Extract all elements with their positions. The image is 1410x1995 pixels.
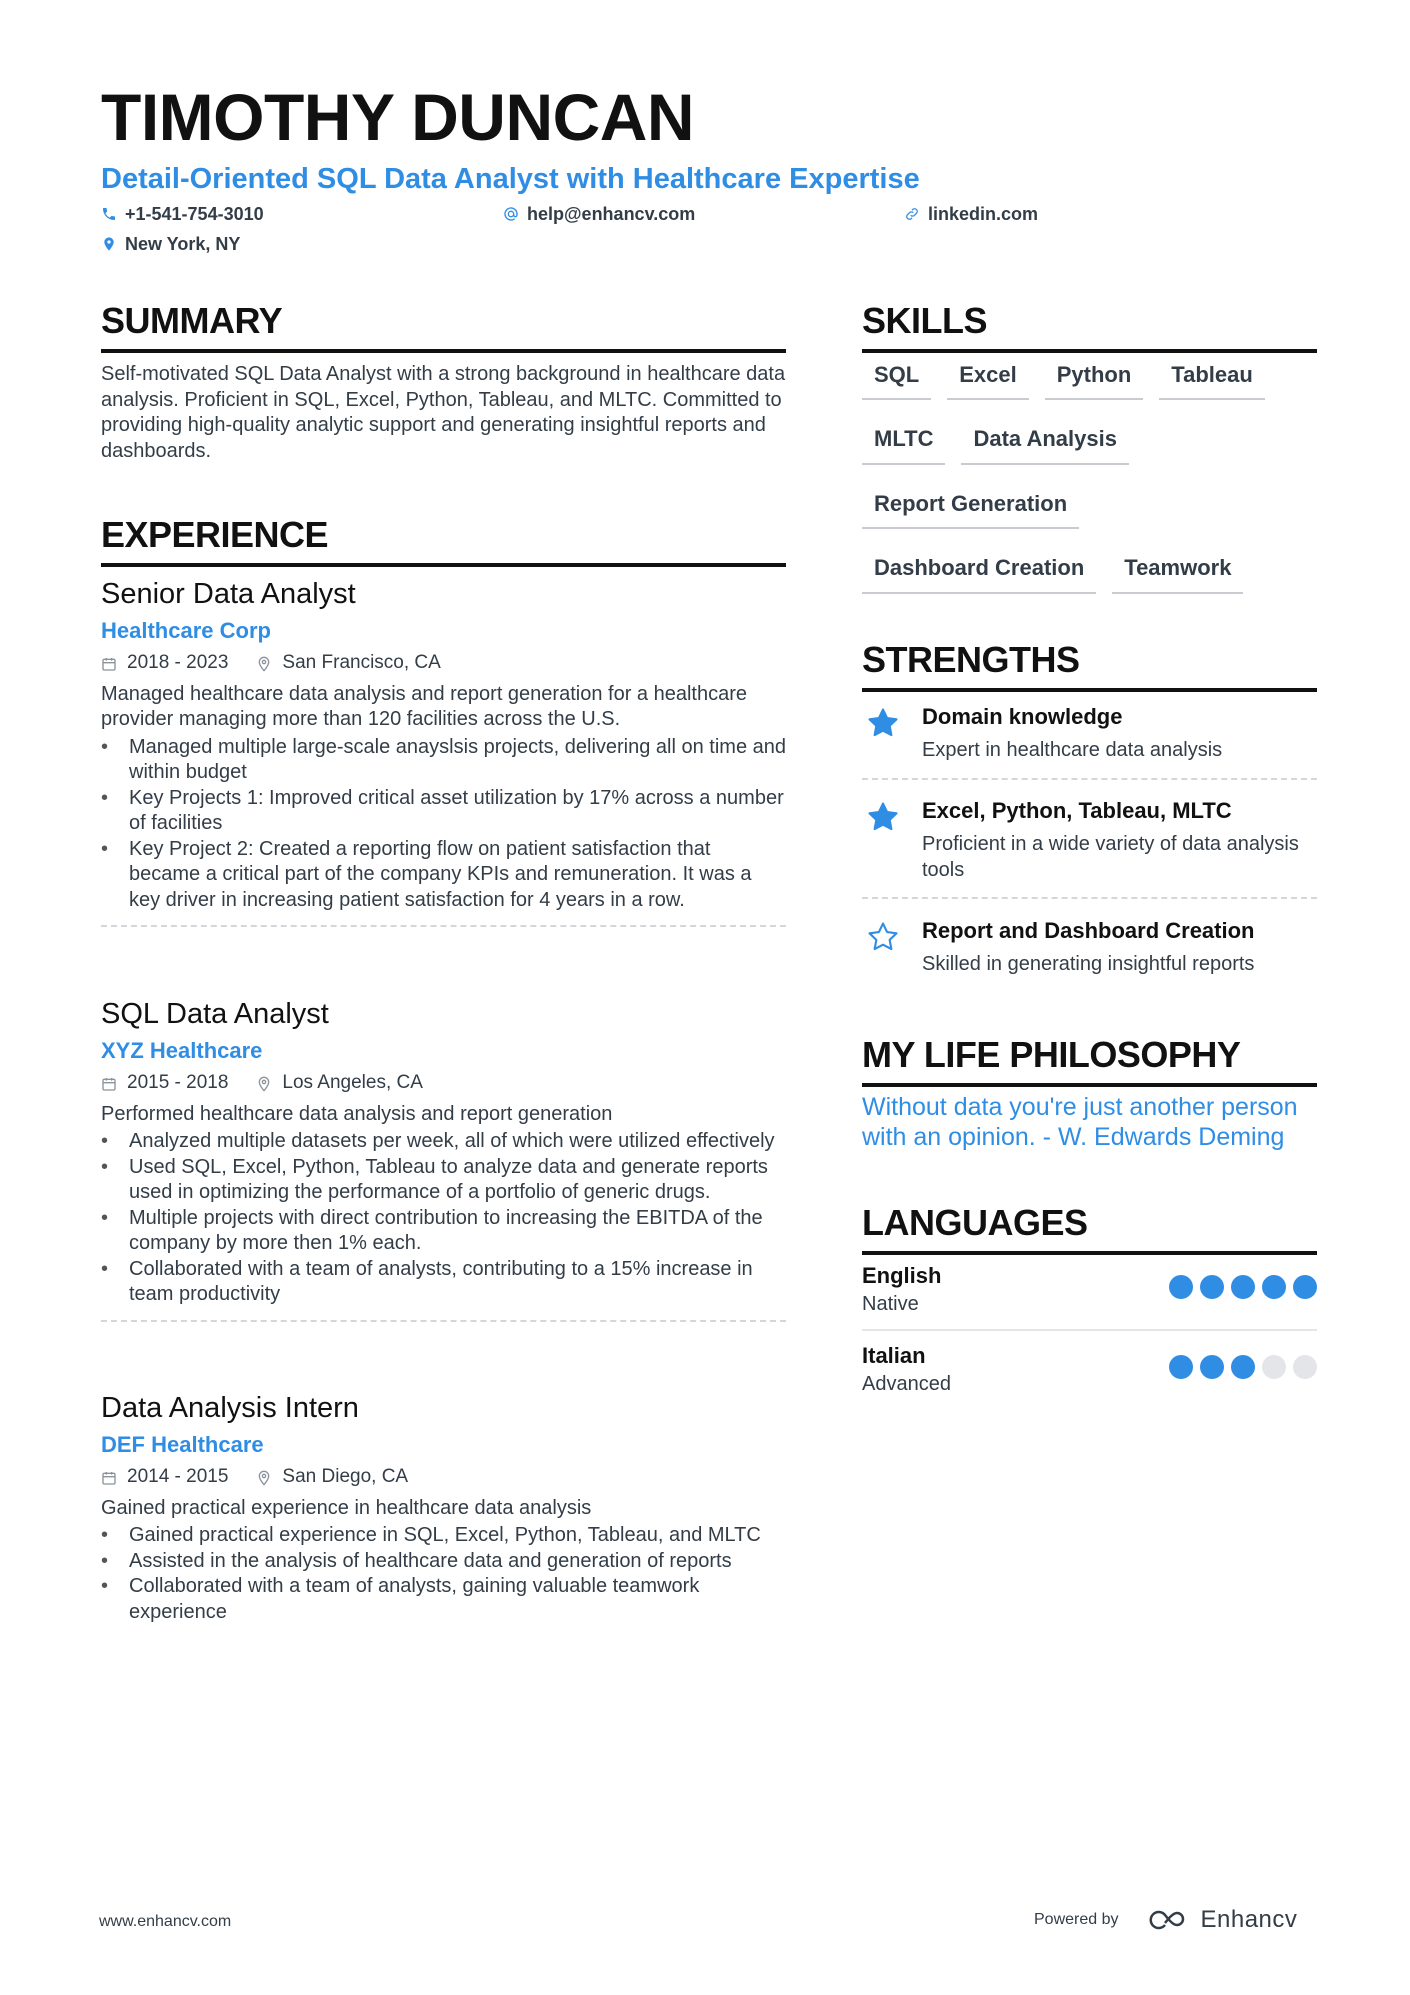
job-location: [256, 652, 440, 675]
star-filled-icon: [866, 800, 900, 834]
calendar-icon: [101, 656, 117, 672]
job-bullets: [101, 1129, 786, 1308]
skills-title: SKILLS: [862, 303, 1317, 353]
at-icon: [503, 206, 519, 222]
job-entry: [101, 1391, 786, 1625]
job-description: Gained practical experience in healthcare data analysis: [101, 1496, 592, 1519]
contact-location: [101, 235, 240, 253]
skill-tag: Excel: [947, 362, 1029, 400]
brand-name: Enhancv: [1200, 1906, 1298, 1933]
strength-item: [862, 798, 1317, 899]
job-title: SQL Data Analyst: [101, 998, 329, 1030]
job-entry: [101, 577, 786, 927]
language-rating: [1169, 1275, 1317, 1299]
job-location-text: Los Angeles, CA: [282, 1072, 423, 1094]
philosophy-title: MY LIFE PHILOSOPHY: [862, 1037, 1317, 1087]
calendar-icon: [101, 1076, 117, 1092]
languages-title: LANGUAGES: [862, 1205, 1317, 1255]
list-item: • Collaborated with a team of analysts, gaining valuable teamwork experience: [101, 1574, 786, 1625]
list-item: • Analyzed multiple datasets per week, all of which were utilized effectively: [101, 1129, 786, 1155]
rating-dot-filled: [1200, 1355, 1224, 1379]
powered-by-text: Powered by: [1034, 1911, 1119, 1928]
divider: [101, 925, 786, 927]
summary-title: SUMMARY: [101, 303, 786, 353]
strengths-title: STRENGTHS: [862, 642, 1317, 692]
skill-tag: Report Generation: [862, 491, 1079, 529]
rating-dot-filled: [1231, 1355, 1255, 1379]
skill-tag: SQL: [862, 362, 931, 400]
skill-tag: MLTC: [862, 426, 945, 464]
strength-description: Expert in healthcare data analysis: [922, 739, 1223, 762]
location-pin-icon: [101, 236, 117, 252]
job-dates-text: 2015 - 2018: [127, 1072, 229, 1094]
phone-icon: [101, 206, 117, 222]
language-level: Native: [862, 1293, 919, 1316]
language-rating: [1169, 1355, 1317, 1379]
job-company: XYZ Healthcare: [101, 1037, 263, 1063]
job-entry: [101, 997, 786, 1322]
divider: [101, 1320, 786, 1322]
rating-dot-empty: [1293, 1355, 1317, 1379]
language-item: [862, 1263, 1317, 1331]
star-outline-icon: [866, 920, 900, 954]
list-item: • Assisted in the analysis of healthcare data and generation of reports: [101, 1549, 786, 1575]
brand-logo[interactable]: [1145, 1906, 1298, 1934]
strength-title: Domain knowledge: [922, 704, 1123, 729]
rating-dot-filled: [1262, 1275, 1286, 1299]
email-link[interactable]: help@enhancv.com: [527, 204, 696, 224]
job-title: Senior Data Analyst: [101, 578, 356, 610]
candidate-name: TIMOTHY DUNCAN: [101, 80, 695, 154]
rating-dot-empty: [1262, 1355, 1286, 1379]
job-meta: [101, 652, 786, 675]
rating-dot-filled: [1293, 1275, 1317, 1299]
list-item: • Managed multiple large-scale anayslsis projects, delivering all on time and within budget: [101, 735, 786, 786]
job-description: Managed healthcare data analysis and report generation for a healthcare provider managing more than 120 facilities across the U.S.: [101, 682, 747, 731]
list-item: • Gained practical experience in SQL, Excel, Python, Tableau, and MLTC: [101, 1523, 786, 1549]
language-name: English: [862, 1263, 942, 1288]
location-pin-icon: [256, 656, 272, 672]
job-bullets: [101, 735, 786, 914]
job-dates: [101, 1466, 228, 1489]
skill-tag: Data Analysis: [961, 426, 1128, 464]
strength-title: Excel, Python, Tableau, MLTC: [922, 798, 1232, 823]
list-item: • Used SQL, Excel, Python, Tableau to analyze data and generate reports used in optimizing the performance of a portfolio of generic drugs.: [101, 1155, 786, 1206]
list-item: • Key Projects 1: Improved critical asset utilization by 17% across a number of facilities: [101, 786, 786, 837]
job-company: Healthcare Corp: [101, 617, 271, 643]
rating-dot-filled: [1169, 1275, 1193, 1299]
experience-title: EXPERIENCE: [101, 517, 786, 567]
skill-tag: Python: [1045, 362, 1144, 400]
language-level: Advanced: [862, 1373, 951, 1396]
location-pin-icon: [256, 1470, 272, 1486]
location-pin-icon: [256, 1076, 272, 1092]
job-meta: [101, 1466, 786, 1489]
language-item: [862, 1343, 1317, 1397]
skill-tag: Dashboard Creation: [862, 555, 1096, 593]
phone-text: +1-541-754-3010: [125, 204, 264, 224]
job-dates: [101, 1072, 228, 1095]
contact-email: [503, 205, 695, 223]
strength-description: Proficient in a wide variety of data analysis tools: [922, 833, 1299, 881]
rating-dot-filled: [1231, 1275, 1255, 1299]
strength-item: [862, 704, 1317, 780]
job-meta: [101, 1072, 786, 1095]
job-description: Performed healthcare data analysis and report generation: [101, 1102, 613, 1125]
job-location: [256, 1072, 422, 1095]
job-dates-text: 2018 - 2023: [127, 652, 229, 674]
list-item: • Key Project 2: Created a reporting flow on patient satisfaction that became a critical part of the company KPIs and remuneration. It was a key driver in increasing patient satisfaction for 4 years in a row.: [101, 837, 786, 914]
calendar-icon: [101, 1470, 117, 1486]
star-filled-icon: [866, 706, 900, 740]
language-name: Italian: [862, 1343, 926, 1368]
list-item: • Collaborated with a team of analysts, contributing to a 15% increase in team productivity: [101, 1257, 786, 1308]
skill-tag: Teamwork: [1112, 555, 1243, 593]
link-icon: [904, 206, 920, 222]
candidate-headline: Detail-Oriented SQL Data Analyst with Healthcare Expertise: [101, 163, 920, 195]
list-item: • Multiple projects with direct contribution to increasing the EBITDA of the company by more then 1% each.: [101, 1206, 786, 1257]
summary-text: Self-motivated SQL Data Analyst with a strong background in healthcare data analysis. Proficient in SQL, Excel, Python, Tableau, and MLTC. Committed to providing high-quality analytic support and generating insightful reports and dashboards.: [101, 363, 786, 462]
contact-phone: [101, 205, 264, 223]
strength-item: [862, 918, 1317, 992]
job-bullets: [101, 1523, 786, 1625]
rating-dot-filled: [1200, 1275, 1224, 1299]
job-dates: [101, 652, 228, 675]
contact-linkedin: [904, 205, 1038, 223]
location-text: New York, NY: [125, 234, 241, 254]
skill-tag: Tableau: [1159, 362, 1265, 400]
job-title: Data Analysis Intern: [101, 1392, 359, 1424]
job-company: DEF Healthcare: [101, 1431, 264, 1457]
rating-dot-filled: [1169, 1355, 1193, 1379]
linkedin-link[interactable]: linkedin.com: [928, 204, 1039, 224]
job-location-text: San Diego, CA: [282, 1466, 409, 1488]
footer-branding: [1034, 1906, 1297, 1934]
job-location-text: San Francisco, CA: [282, 652, 441, 674]
philosophy-quote: Without data you're just another person with an opinion. - W. Edwards Deming: [862, 1093, 1298, 1151]
job-dates-text: 2014 - 2015: [127, 1466, 229, 1488]
strength-description: Skilled in generating insightful reports: [922, 953, 1255, 976]
job-location: [256, 1466, 408, 1489]
skills-list: [862, 362, 1322, 594]
enhancv-logo-icon: [1145, 1907, 1193, 1933]
strength-title: Report and Dashboard Creation: [922, 918, 1255, 943]
footer-website[interactable]: www.enhancv.com: [99, 1913, 232, 1930]
